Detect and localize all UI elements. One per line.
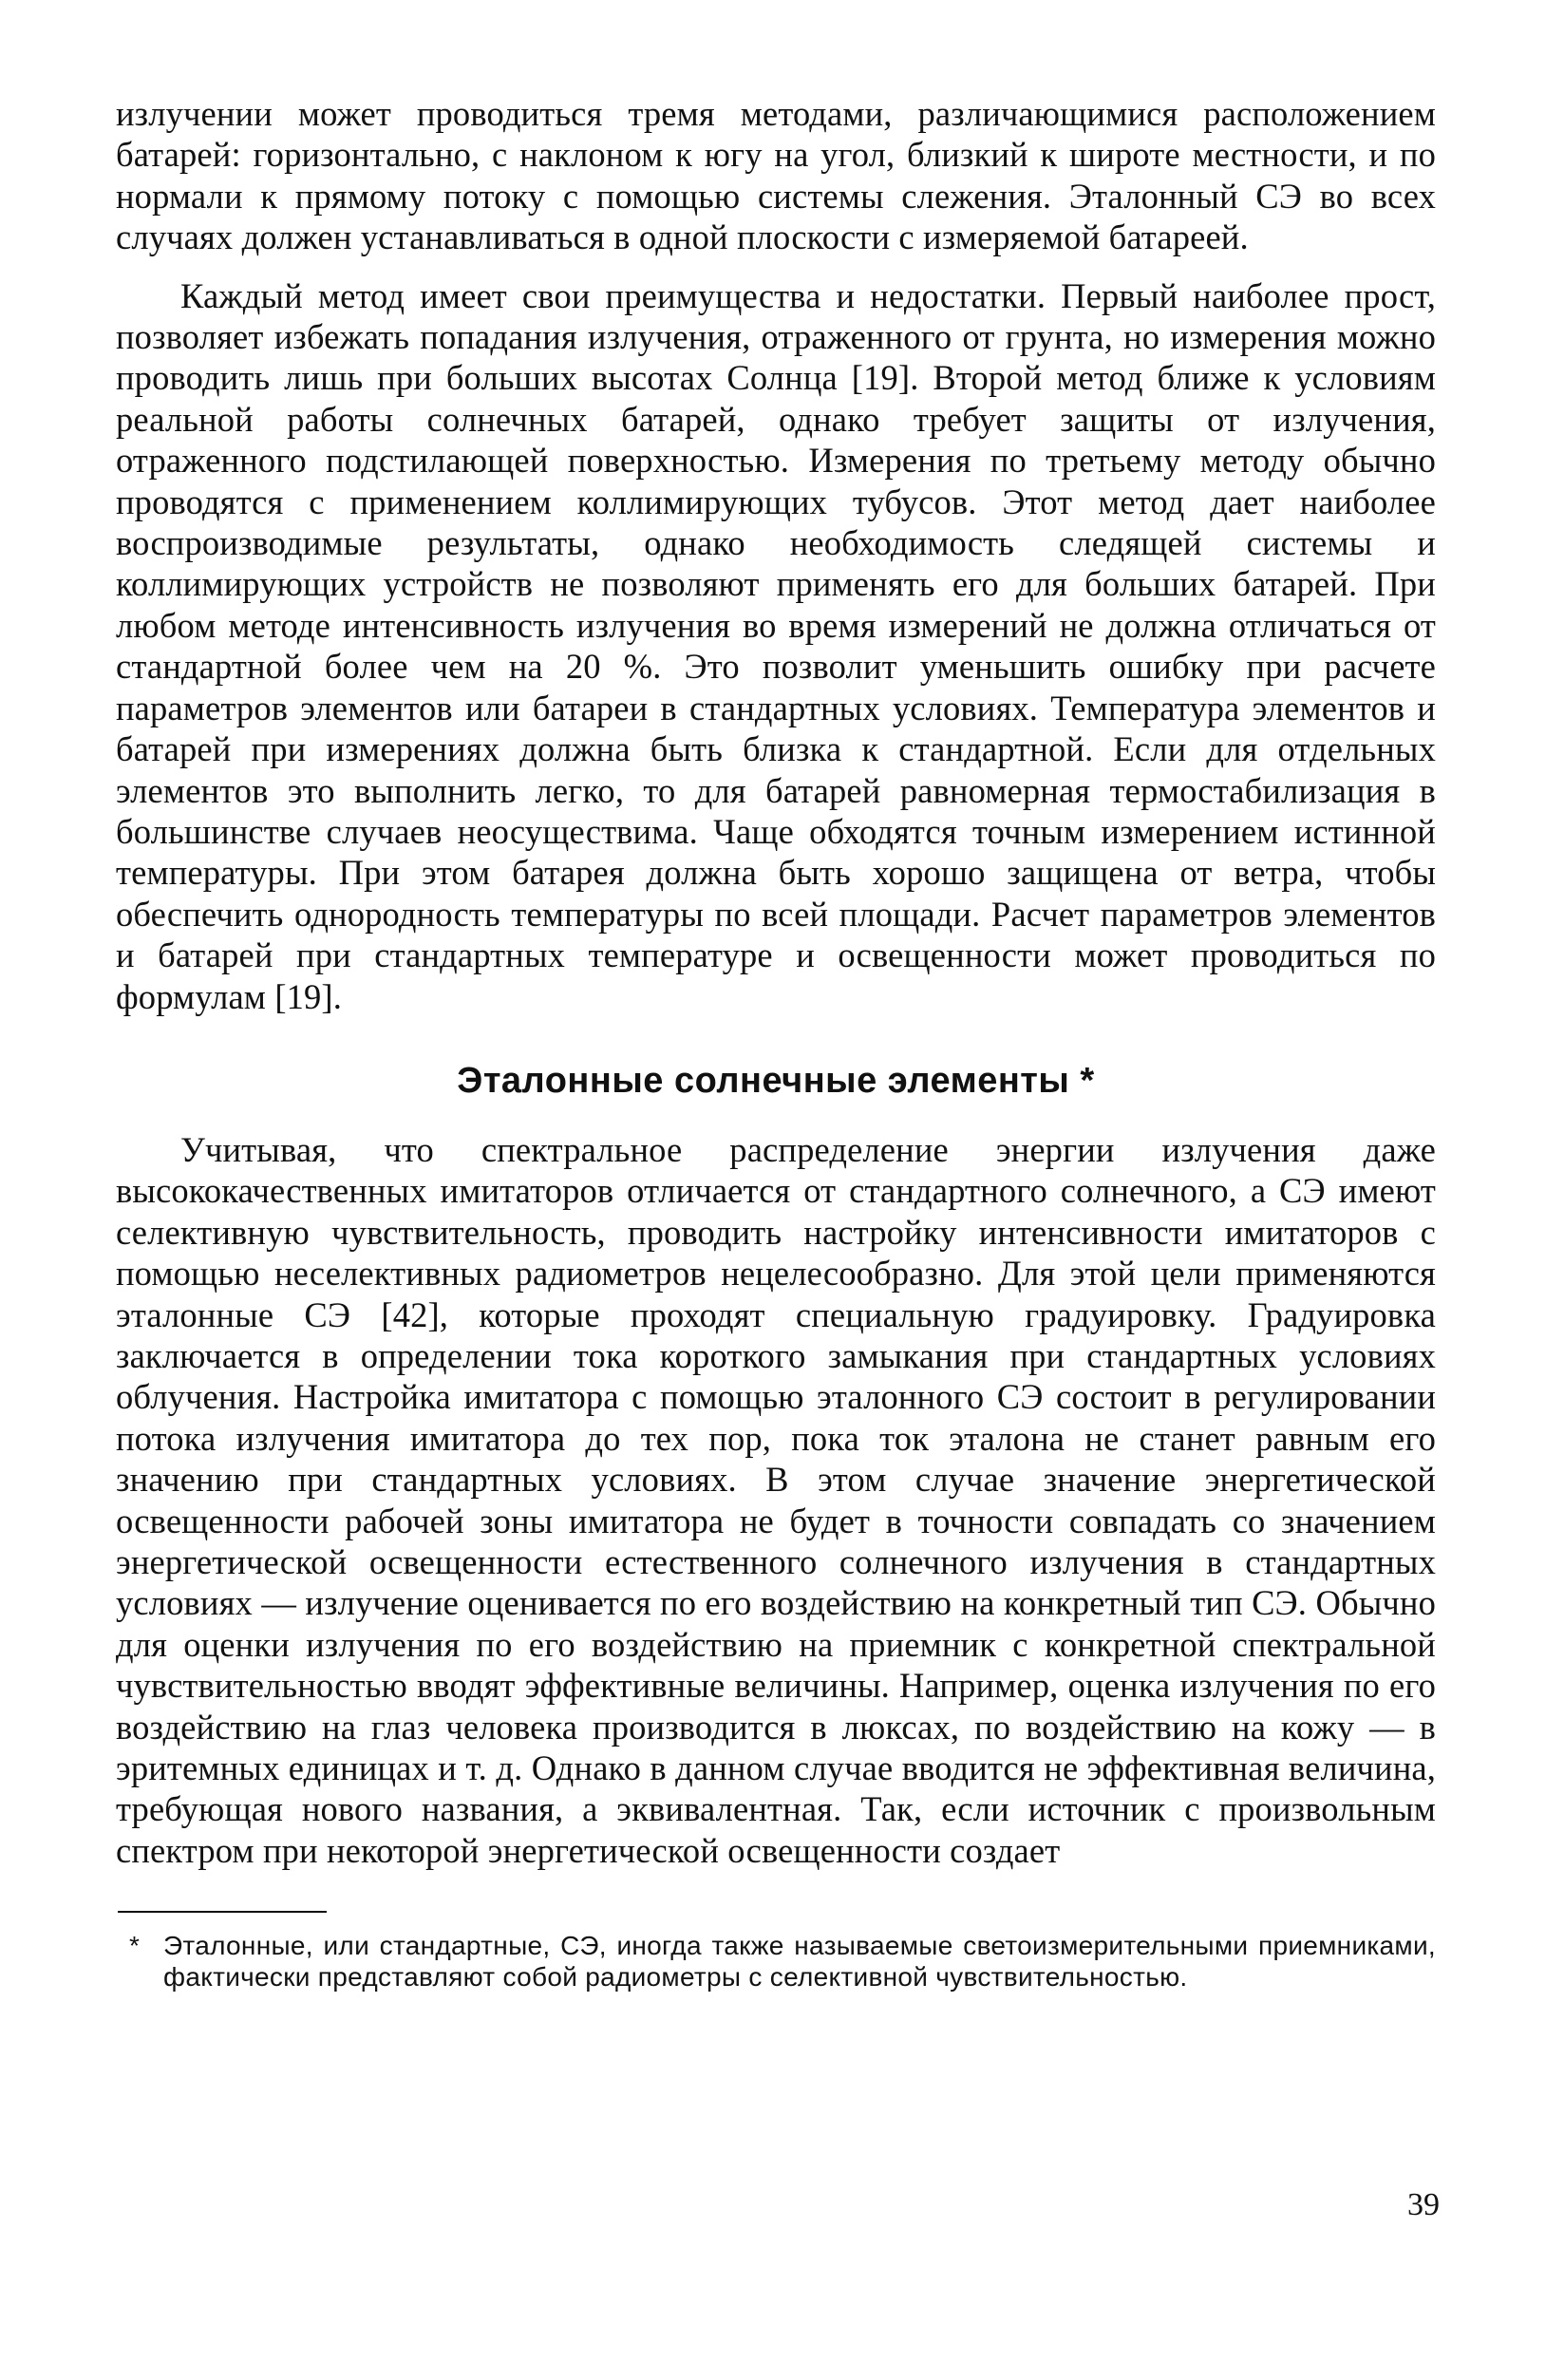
page-content xyxy=(116,93,1436,1993)
footnote-text: Эталонные, или стандартные, СЭ, иногда также называемые светоизмерительными приемниками, фактически представляют собой радиометры с селективной чувствительностью. xyxy=(163,1931,1436,1993)
section-heading: Эталонные солнечные элементы * xyxy=(457,1060,1095,1101)
footnote-marker: * xyxy=(129,1931,141,1961)
footnote xyxy=(116,1930,1436,1993)
footnote-divider xyxy=(118,1911,327,1913)
paragraph-1: излучении может проводиться тремя методами, различающимися расположением батарей: горизонтально, с наклоном к югу на угол, близкий к широте местности, и по нормали к прямому потоку с помощью системы слежения. Эталонный СЭ во всех случаях должен устанавливаться в одной плоскости с измеряемой батареей. xyxy=(116,94,1436,257)
paragraph-3: Учитывая, что спектральное распределение энергии излучения даже высококачественных имитаторов отличается от стандартного солнечного, а СЭ имеют селективную чувствительность, проводить настройку интенсивности имитаторов с помощью неселективных радиометров нецелесообразно. Для этой цели применяются эталонные СЭ [42], которые проходят специальную градуировку. Градуировка заключается в определении тока короткого замыкания при стандартных условиях облучения. Настройка имитатора с помощью эталонного СЭ состоит в регулировании потока излучения имитатора до тех пор, пока ток эталона не станет равным его значению при стандартных условиях. В этом случае значение энергетической освещенности рабочей зоны имитатора не будет в точности совпадать со значением энергетической освещенности естественного солнечного излучения в стандартных условиях — излучение оценивается по его воздействию на конкретный тип СЭ. Обычно для оценки излучения по его воздействию на приемник с конкретной спектральной чувствительностью вводят эффективные величины. Например, оценка излучения по его воздействию на глаз человека производится в люксах, по воздействию на кожу — в эритемных единицах и т. д. Однако в данном случае вводится не эффективная величина, требующая нового названия, а эквивалентная. Так, если источник с произвольным спектром при некоторой энергетической освещенности создает xyxy=(116,1129,1436,1870)
paragraph-2: Каждый метод имеет свои преимущества и недостатки. Первый наиболее прост, позволяет избежать попадания излучения, отраженного от грунта, но измерения можно проводить лишь при больших высотах Солнца [19]. Второй метод ближе к условиям реальной работы солнечных батарей, однако требует защиты от излучения, отраженного подстилающей поверхностью. Измерения по третьему методу обычно проводятся с применением коллимирующих тубусов. Этот метод дает наиболее воспроизводимые результаты, однако необходимость следящей системы и коллимирующих устройств не позволяют применять его для больших батарей. При любом методе интенсивность излучения во время измерений не должна отличаться от стандартной более чем на 20 %. Это позволит уменьшить ошибку при расчете параметров элементов или батареи в стандартных условиях. Температура элементов и батарей при измерениях должна быть близка к стандартной. Если для отдельных элементов это выполнить легко, то для батарей равномерная термостабилизация в большинстве случаев неосуществима. Чаще обходятся точным измерением истинной температуры. При этом батарея должна быть хорошо защищена от ветра, чтобы обеспечить однородность температуры по всей площади. Расчет параметров элементов и батарей при стандартных температуре и освещенности может проводиться по формулам [19]. xyxy=(116,275,1436,1016)
page-number: 39 xyxy=(1407,2187,1440,2222)
